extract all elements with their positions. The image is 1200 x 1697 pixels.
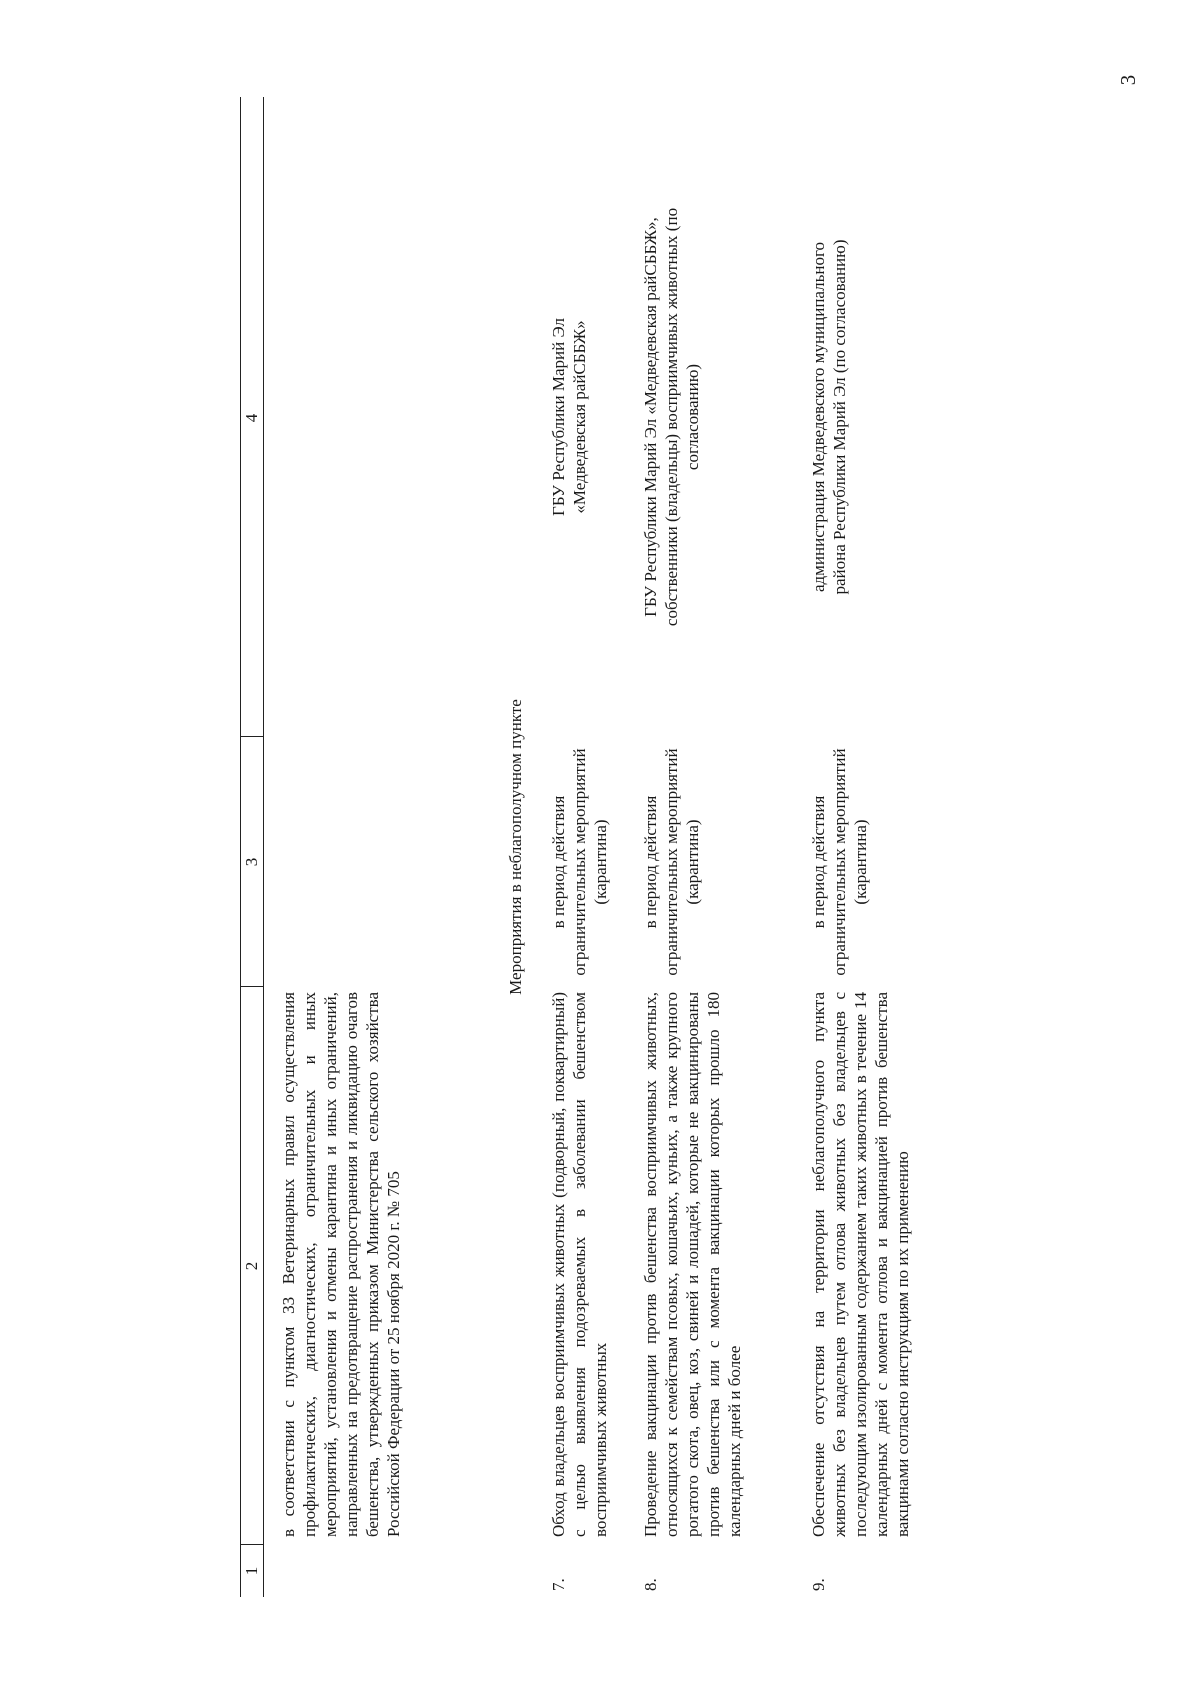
continuation-text: в соответствии с пунктом 33 Ветеринарных правил осуществления профилактических, диагностических, ограничительных и иных мероприятий, установления и отмены карантина и иных ограничений, направленных на предотвращение распространения и ликвидацию очагов бешенства, утвержденных приказом Министерства сельского хозяйства Российской Федерации от 25 ноября 2020 г. № 705 — [279, 992, 403, 1537]
header-col-1: 1 — [241, 1544, 263, 1597]
measures-table — [0, 97, 960, 1597]
row-measure: Проведение вакцинации против бешенства восприимчивых животных, относящихся к семействам псовых, кошачьих, куньих, а также крупного рогатого скота, овец, коз, свиней и лошадей, которые не вакцинированы против бешенства или с момента вакцинации которых прошло 180 календарных дней и более — [641, 992, 744, 1537]
header-col-2: 2 — [241, 986, 263, 1545]
row-period: в период действия ограничительных мероприятий (карантина) — [809, 748, 870, 976]
row-number: 9. — [809, 1578, 828, 1591]
row-measure: Обеспечение отсутствия на территории неблагополучного пункта животных без владельцев путем отлова животных без владельцев с последующим изолированным содержанием таких животных в течение 14 календарных дней с момента отлова и вакцинацией против бешенства вакцинами согласно инструкциям по их применению — [809, 992, 912, 1537]
row-number: 8. — [641, 1578, 660, 1591]
header-col-4: 4 — [242, 413, 261, 423]
row-period: в период действия ограничительных мероприятий (карантина) — [549, 748, 610, 976]
table-header — [240, 97, 264, 1597]
row-measure: Обход владельцев восприимчивых животных (подворный, поквартирный) с целью выявления подозреваемых в заболевании бешенством восприимчивых животных — [549, 992, 610, 1537]
page-number: 3 — [1115, 74, 1140, 86]
document-sheet — [0, 97, 960, 1597]
row-number: 7. — [549, 1578, 568, 1591]
row-responsible: ГБУ Республики Марий Эл «Медведевская райСББЖ» — [549, 318, 589, 516]
header-col-3: 3 — [241, 736, 263, 987]
row-responsible: администрация Медведевского муниципального района Республики Марий Эл (по согласованию) — [809, 239, 849, 595]
section-title: Мероприятия в неблагополучном пункте — [506, 699, 525, 995]
row-responsible: ГБУ Республики Марий Эл «Медведевская райСББЖ», собственники (владельцы) восприимчивых животных (по согласованию) — [641, 207, 702, 627]
row-period: в период действия ограничительных мероприятий (карантина) — [641, 748, 702, 976]
